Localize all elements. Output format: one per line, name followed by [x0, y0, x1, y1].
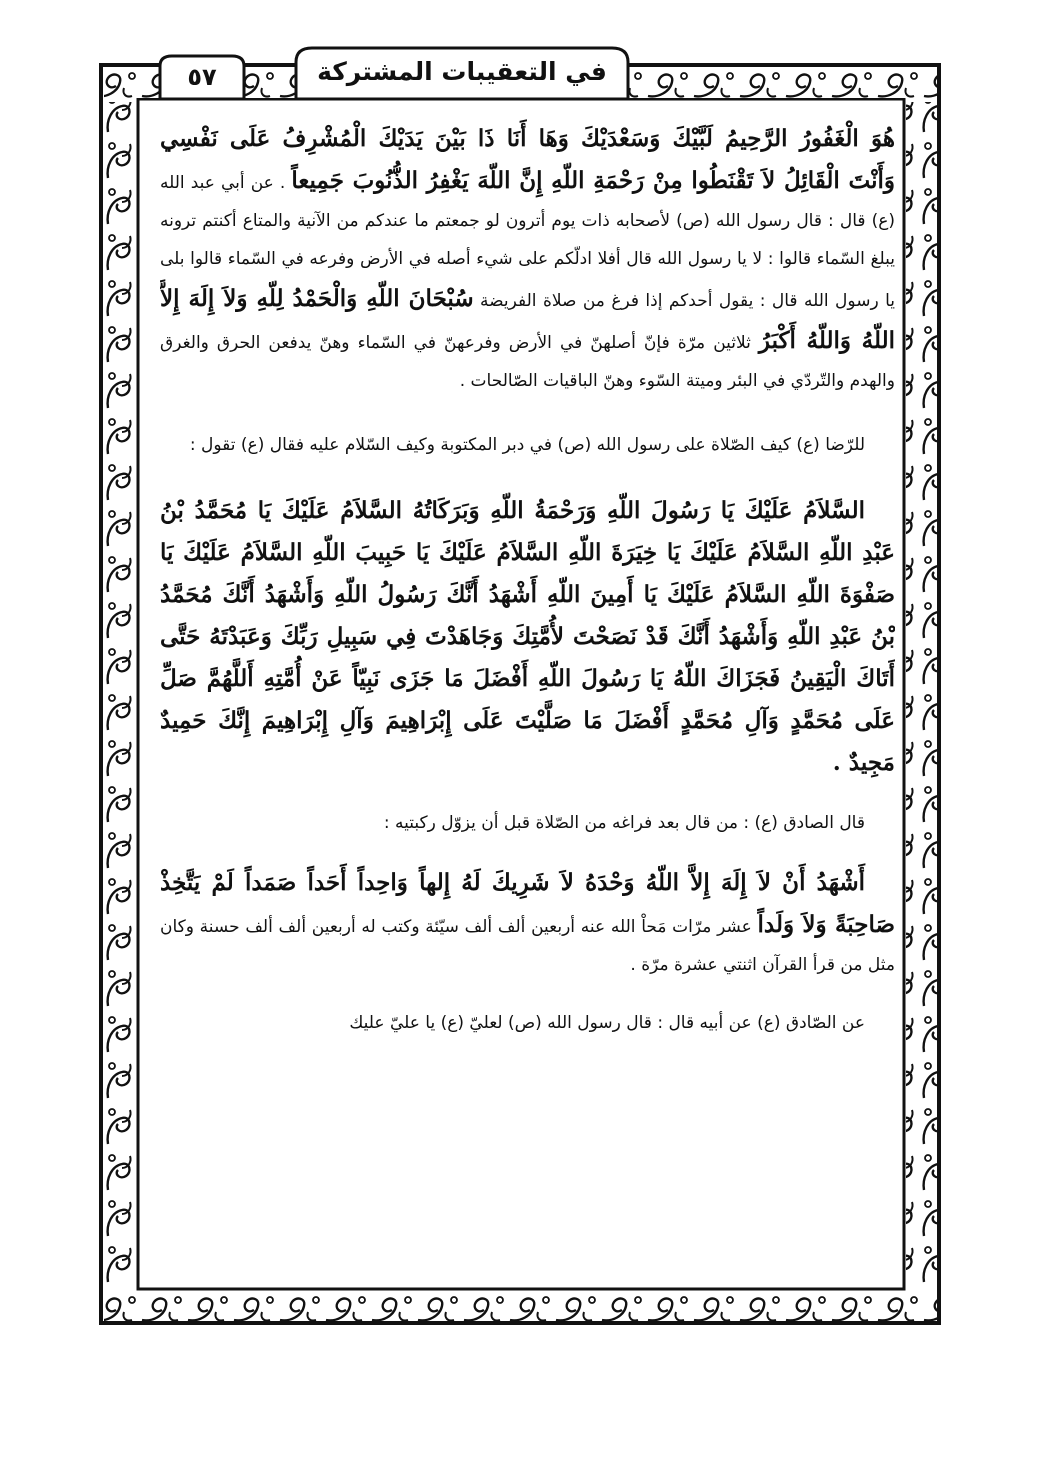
page-header-title: في التعقيبات المشتركة [317, 57, 607, 86]
tasbih-phrase: سُبْحَانَ اللّهِ وَالْحَمْدُ لِلّهِ وَلاَ إِلَهَ إِلاَّ اللّهُ وَاللّهُ أَكْبَرُ [160, 285, 895, 354]
salawat-supplication: السَّلاَمُ عَلَيْكَ يَا رَسُولَ اللّهِ وَرَحْمَةُ اللّهِ وَبَرَكَاتُهُ السَّلاَمُ عَلَيْكَ يَا مُحَمَّدُ بْنُ عَبْدِ اللّهِ السَّلاَمُ عَلَيْكَ يَا خِيَرَةَ اللّهِ السَّلاَمُ عَلَيْكَ يَا حَبِيبَ اللّهِ السَّلاَمُ عَلَيْكَ يَا صَفْوَةَ اللّهِ السَّلاَمُ عَلَيْكَ يَا أَمِينَ اللّهِ أَشْهَدُ أَنَّكَ رَسُولُ اللّهِ وَأَشْهَدُ أَنَّكَ مُحَمَّدُ بْنُ عَبْدِ اللّهِ وَأَشْهَدُ أَنَّكَ قَدْ نَصَحْتَ لأُمَّتِكَ وَجَاهَدْتَ فِي سَبِيلِ رَبِّكَ وَعَبَدْتَهُ حَتَّى أَتَاكَ الْيَقِينُ فَجَزَاكَ اللّهُ يَا رَسُولَ اللّهِ أَفْضَلَ مَا جَزَى نَبِيّاً عَنْ أُمَّتِهِ أَللَّهُمَّ صَلِّ عَلَى مُحَمَّدٍ وَآلِ مُحَمَّدٍ أَفْضَلَ مَا صَلَّيْتَ عَلَى إِبْرَاهِيمَ وَآلِ إِبْرَاهِيمَ إِنَّكَ حَمِيدٌ مَجِيدٌ . [160, 497, 895, 776]
paragraph-2: للرّضا (ع) كيف الصّلاة على رسول الله (ص) في دبر المكتوبة وكيف السّلام عليه فقال (ع) تقول : [189, 435, 865, 455]
paragraph-4: قال الصادق (ع) : من قال بعد فراغه من الصّلاة قبل أن يزوّل ركبتيه : [383, 813, 865, 833]
shahada-supplication: أَشْهَدُ أَنْ لاَ إِلَهَ إِلاَّ اللّهُ وَحْدَهُ لاَ شَرِيكَ لَهُ إِلهاً وَاحِداً أَحَداً صَمَداً لَمْ يَتَّخِذْ صَاحِبَةً وَلاَ وَلَداً [160, 869, 895, 938]
paragraph-6: عن الصّادق (ع) عن أبيه قال : قال رسول الله (ص) لعليّ (ع) يا عليّ عليك [349, 1013, 865, 1033]
page-number: ٥٧ [187, 63, 217, 91]
paragraph-5 [160, 862, 895, 984]
page-body [160, 118, 895, 1248]
hadith-text-continued: ثلاثين مرّة فإنّ أصلهنّ في الأرض وفرعهنّ في السّماء وهنّ يدفعن الحرق والغرق والهدم والتّردّي في البئر وميتة السّوء وهنّ الباقيات الصّالحات . [160, 333, 895, 391]
hadith-text: . عن أبي عبد الله (ع) قال : قال رسول الله (ص) لأصحابه ذات يوم أترون لو جمعتم ما عندكم من الآنية والمتاع أكنتم ترونه يبلغ السّماء قالوا : لا يا رسول الله قال أفلا ادلّكم على شيء أصله في الأرض وفرعه في السّماء قالوا بلى يا رسول الله قال : يقول أحدكم إذا فرغ من صلاة الفريضة [160, 173, 895, 311]
paragraph-1 [160, 118, 895, 400]
reward-text: عشر مرّات مَحاْ الله عنه أربعين ألف ألف سيّئة وكتب له أربعين ألف ألف حسنة وكان مثل من قرأ القرآن اثنتي عشرة مرّة . [160, 917, 895, 975]
quranic-verse: هُوَ الْغَفُورُ الرَّحِيمُ لَبَّيْكَ وَسَعْدَيْكَ وَهَا أَنَا ذَا بَيْنَ يَدَيْكَ الْمُشْرِفُ عَلَى نَفْسِي وَأَنْتَ الْقَائِلُ لاَ تَقْنَطُوا مِنْ رَحْمَةِ اللّهِ إِنَّ اللّهَ يَغْفِرُ الذُّنُوبَ جَمِيعاً [160, 125, 895, 194]
